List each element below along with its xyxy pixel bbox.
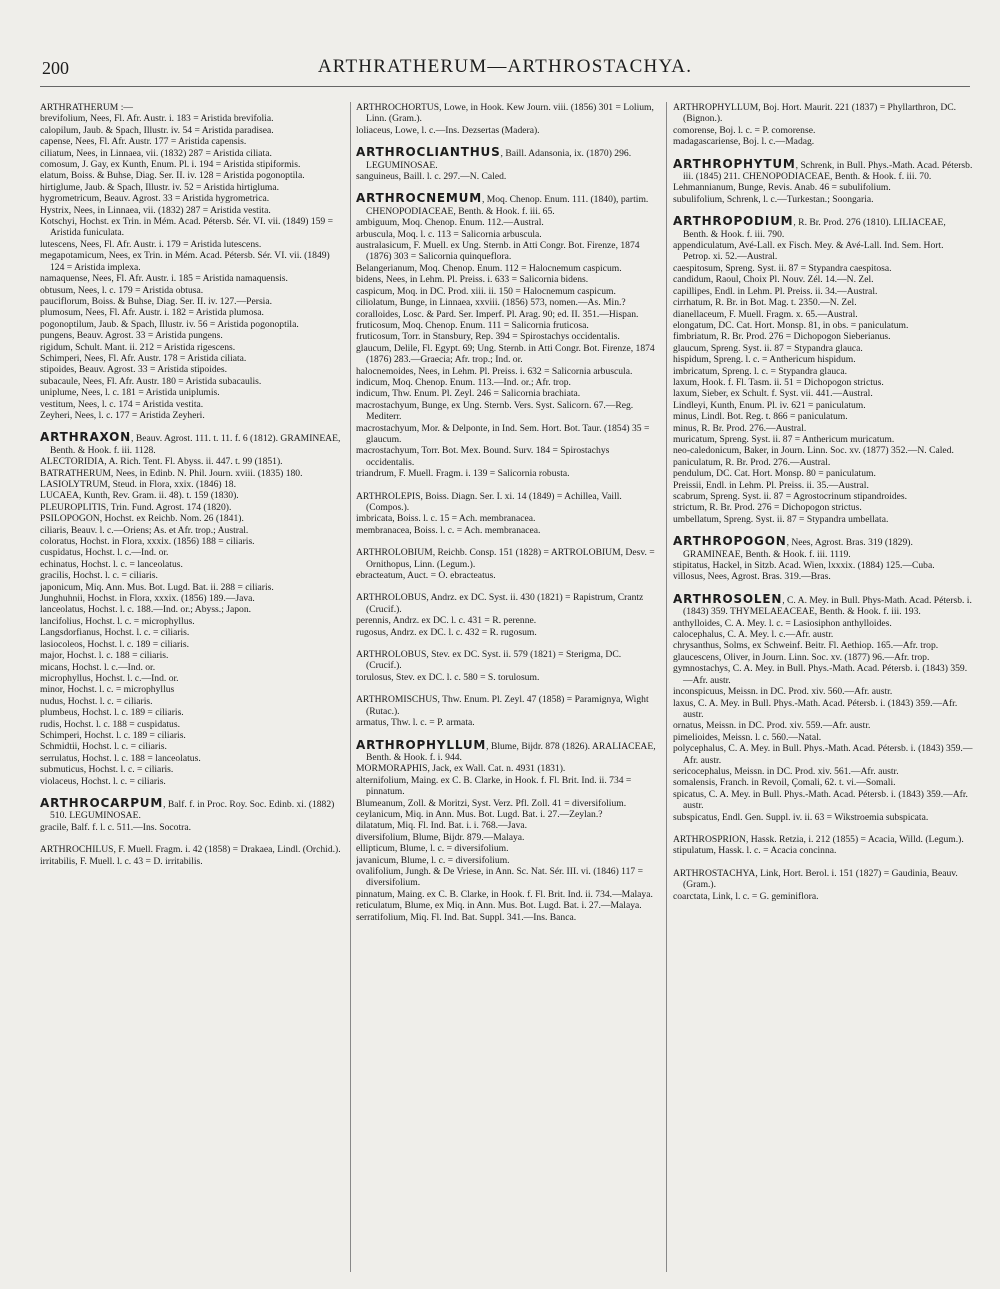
genus-entry — [356, 547, 659, 581]
entry-line: lutescens, Nees, Fl. Afr. Austr. i. 179 = Aristida lutescens. — [40, 238, 262, 250]
genus-entry — [673, 834, 973, 857]
entry-line: ARTHROPHYLLUM, Boj. Hort. Maurit. 221 (1837) = Phyllarthron, DC. (Bignon.). — [673, 102, 957, 125]
entry-line: alternifolium, Maing. ex C. B. Clarke, in Hook. f. Fl. Brit. Ind. ii. 734 = pinnatum. — [356, 774, 632, 798]
entry-line: ARTHROLEPIS, Boiss. Diagn. Ser. I. xi. 14 (1849) = Achillea, Vaill. (Compos.). — [356, 490, 622, 513]
column-1 — [40, 102, 343, 1282]
genus-entry — [356, 193, 659, 479]
entry-line: arbuscula, Moq. l. c. 113 = Salicornia arbuscula. — [356, 228, 542, 240]
entry-line: ARTHROSTACHYA, Link, Hort. Berol. i. 151 (1827) = Gaudinia, Beauv. (Gram.). — [673, 867, 958, 891]
entry-line — [40, 432, 343, 456]
entry-line: coarctata, Link, l. c. = G. geminiflora. — [673, 890, 819, 902]
entry-line: armatus, Thw. l. c. = P. armata. — [356, 717, 475, 729]
entry-line: spicatus, C. A. Mey. in Bull. Phys.-Math. Acad. Pétersb. i. (1843) 359.—Afr. austr. — [673, 788, 968, 812]
entry-line: madagascariense, Boj. l. c.—Madag. — [673, 136, 815, 148]
entry-line: japonicum, Miq. Ann. Mus. Bot. Lugd. Bat. ii. 288 = ciliaris. — [40, 581, 274, 593]
entry-line: ebracteatum, Auct. = O. ebracteatus. — [356, 570, 496, 582]
entry-line: PSILOPOGON, Hochst. ex Reichb. Nom. 26 (1841). — [40, 513, 244, 525]
genus-entry — [356, 694, 659, 728]
entry-text: , Nees, Agrost. Bras. 319 (1829). GRAMINEAE, Benth. & Hook. f. iii. 1119. — [683, 537, 913, 560]
column-divider — [350, 102, 351, 1272]
entry-line: laxus, C. A. Mey. in Bull. Phys.-Math. Acad. Pétersb. i. (1843) 359.—Afr. austr. — [673, 697, 958, 720]
entry-line: dilatatum, Miq. Fl. Ind. Bat. i. i. 768.—Java. — [356, 820, 528, 832]
genus-entry — [673, 156, 973, 206]
entry-line: dianellaceum, F. Muell. Fragm. x. 65.—Austral. — [673, 308, 858, 320]
entry-line: elongatum, DC. Cat. Hort. Monsp. 81, in obs. = paniculatum. — [673, 319, 909, 331]
entry-line: gracilis, Hochst. l. c. = ciliaris. — [40, 570, 158, 582]
column-2 — [356, 102, 659, 1282]
entry-text: , Blume, Bijdr. 878 (1826). ARALIACEAE, Benth. & Hook. f. i. 944. — [366, 740, 656, 763]
entry-line: indicum, Thw. Enum. Pl. Zeyl. 246 = Salicornia brachiata. — [356, 388, 581, 400]
entry-line: uniplume, Nees, l. c. 181 = Aristida uniplumis. — [40, 387, 220, 399]
entry-line: ovalifolium, Jungh. & De Vriese, in Ann. Sc. Nat. Sér. III. vi. (1846) 117 = diversifolium. — [356, 865, 644, 889]
entry-line: PLEUROPLITIS, Trin. Fund. Agrost. 174 (1820). — [40, 501, 232, 513]
entry-line: cuspidatus, Hochst. l. c.—Ind. or. — [40, 547, 169, 559]
entry-line: Blumeanum, Zoll. & Moritzi, Syst. Verz. Pfl. Zoll. 41 = diversifolium. — [356, 797, 627, 809]
entry-line: glaucescens, Oliver, in Journ. Linn. Soc. xv. (1877) 96.—Afr. trop. — [673, 651, 930, 663]
entry-line: torulosus, Stev. ex DC. l. c. 580 = S. torulosum. — [356, 671, 540, 683]
entry-line: calopilum, Jaub. & Spach, Illustr. iv. 54 = Aristida paradisea. — [40, 124, 274, 136]
entry-line: appendiculatum, Avé-Lall. ex Fisch. Mey. & Avé-Lall. Ind. Sem. Hort. Petrop. xi. 52.—Austral. — [673, 240, 944, 263]
genus-heading: ARTHROCNEMUM — [356, 191, 482, 206]
entry-line: sericocephalus, Meissn. in DC. Prod. xiv. 561.—Afr. austr. — [673, 765, 899, 777]
entry-line: perennis, Andrz. ex DC. l. c. 431 = R. perenne. — [356, 615, 537, 627]
entry-line: capense, Nees, Fl. Afr. Austr. 177 = Aristida capensis. — [40, 136, 247, 148]
entry-line: ornatus, Meissn. in DC. Prod. xiv. 559.—Afr. austr. — [673, 720, 871, 732]
entry-line: subulifolium, Schrenk, l. c.—Turkestan.; Soongaria. — [673, 193, 874, 205]
genus-entry — [356, 102, 659, 136]
entry-line: ARTHROCHILUS, F. Muell. Fragm. i. 42 (1858) = Drakaea, Lindl. (Orchid.). — [40, 844, 341, 856]
entry-line: hispidum, Spreng. l. c. = Anthericum hispidum. — [673, 354, 856, 366]
entry-line: subacaule, Nees, Fl. Afr. Austr. 180 = Aristida subacaulis. — [40, 375, 262, 387]
genus-entry — [40, 844, 343, 867]
entry-line: Preissii, Endl. in Lehm. Pl. Preiss. ii. 35.—Austral. — [673, 479, 869, 491]
entry-line: ARTHROCHORTUS, Lowe, in Hook. Kew Journ. viii. (1856) 301 = Lolium, Linn. (Gram.). — [356, 102, 654, 125]
entry-line: Hystrix, Nees, in Linnaea, vii. (1832) 287 = Aristida vestita. — [40, 204, 271, 216]
entry-line: gymnostachys, C. A. Mey. in Bull. Phys.-Math. Acad. Pétersb. i. (1843) 359.—Afr. austr. — [673, 663, 968, 686]
entry-line: ceylanicum, Miq. in Ann. Mus. Bot. Lugd. Bat. i. 27.—Zeylan.? — [356, 808, 603, 820]
entry-line: glaucum, Delile, Fl. Egypt. 69; Ung. Sternb. in Atti Congr. Bot. Firenze, 1874 (1876) 283.—Graecia; Afr. trop.; Ind. or. — [356, 342, 655, 366]
entry-line: lanceolatus, Hochst. l. c. 188.—Ind. or.; Abyss.; Japon. — [40, 604, 252, 616]
entry-line: caespitosum, Spreng. Syst. ii. 87 = Stypandra caespitosa. — [673, 262, 892, 274]
entry-line — [673, 536, 973, 560]
genus-heading: ARTHROCLIANTHUS — [356, 145, 501, 160]
entry-line: stipulatum, Hassk. l. c. = Acacia concinna. — [673, 845, 837, 857]
entry-line: plumbeus, Hochst. l. c. 189 = ciliaris. — [40, 707, 184, 719]
entry-line: pauciflorum, Boiss. & Buhse, Diag. Ser. II. iv. 127.—Persia. — [40, 295, 273, 307]
column-3 — [673, 102, 973, 1282]
entry-line: submuticus, Hochst. l. c. = ciliaris. — [40, 764, 174, 776]
entry-line: cirrhatum, R. Br. in Bot. Mag. t. 2350.—N. Zel. — [673, 297, 857, 309]
entry-line: diversifolium, Blume, Bijdr. 879.—Malaya. — [356, 831, 525, 843]
entry-line: serrulatus, Hochst. l. c. 188 = lanceolatus. — [40, 752, 201, 764]
entry-line: hirtiglume, Jaub. & Spach, Illustr. iv. 52 = Aristida hirtigluma. — [40, 181, 280, 193]
entry-line: calocephalus, C. A. Mey. l. c.—Afr. austr. — [673, 629, 834, 641]
entry-line: sanguineus, Baill. l. c. 297.—N. Caled. — [356, 171, 507, 183]
entry-text: , C. A. Mey. in Bull. Phys-Math. Acad. Pétersb. i. (1843) 359. THYMELAEACEAE, Benth. & Hook. f. iii. 193. — [683, 594, 972, 618]
genus-entry — [356, 592, 659, 638]
entry-line: pungens, Beauv. Agrost. 33 = Aristida pungens. — [40, 330, 223, 342]
entry-line: Belangerianum, Moq. Chenop. Enum. 112 = Halocnemum caspicum. — [356, 262, 622, 274]
entry-line: ARTHROLOBUS, Andrz. ex DC. Syst. ii. 430 (1821) = Rapistrum, Crantz (Crucif.). — [356, 592, 644, 615]
entry-line: serratifolium, Miq. Fl. Ind. Bat. Suppl. 341.—Ins. Banca. — [356, 911, 577, 923]
entry-line: ellipticum, Blume, l. c. = diversifolium. — [356, 843, 509, 855]
entry-line: irritabilis, F. Muell. l. c. 43 = D. irritabilis. — [40, 855, 203, 867]
entry-line: comorense, Boj. l. c. = P. comorense. — [673, 124, 816, 136]
entry-line: umbellatum, Spreng. Syst. ii. 87 = Stypandra umbellata. — [673, 513, 889, 525]
entry-line: minus, Lindl. Bot. Reg. t. 866 = paniculatum. — [673, 411, 848, 423]
entry-line: BATRATHERUM, Nees, in Edinb. N. Phil. Journ. xviii. (1835) 180. — [40, 467, 303, 479]
entry-line: reticulatum, Blume, ex Miq. in Ann. Mus. Bot. Lugd. Bat. i. 27.—Malaya. — [356, 900, 642, 912]
genus-heading: ARTHROSOLEN — [673, 591, 783, 606]
entry-line: polycephalus, C. A. Mey. in Bull. Phys.-Math. Acad. Pétersb. i. (1843) 359.—Afr. austr. — [673, 743, 973, 766]
entry-line: major, Hochst. l. c. 188 = ciliaris. — [40, 650, 169, 662]
entry-line: rudis, Hochst. l. c. 188 = cuspidatus. — [40, 718, 180, 730]
entry-line: pogonoptilum, Jaub. & Spach, Illustr. iv. 56 = Aristida pogonoptila. — [40, 318, 299, 330]
entry-line: halocnemoides, Nees, in Lehm. Pl. Preiss. i. 632 = Salicornia arbuscula. — [356, 365, 633, 377]
genus-entry — [356, 147, 659, 182]
entry-line: lasiocoleos, Hochst. l. c. 189 = ciliaris. — [40, 638, 190, 650]
entry-line: Kotschyi, Hochst. ex Trin. in Mém. Acad. Pétersb. Sér. VI. vii. (1849) 159 = Aristida funiculata. — [40, 216, 334, 239]
genus-entry — [356, 649, 659, 683]
genus-entry — [356, 491, 659, 537]
genus-entry — [40, 795, 343, 833]
entry-line: candidum, Raoul, Choix Pl. Nouv. Zél. 14.—N. Zel. — [673, 274, 874, 286]
entry-line — [356, 147, 659, 171]
page-number: 200 — [42, 58, 69, 78]
entry-text: , Schrenk, in Bull. Phys.-Math. Acad. Pétersb. iii. (1845) 211. CHENOPODIACEAE, Benth. & Hook. f. iii. 70. — [683, 159, 973, 183]
entry-line: rugosus, Andrz. ex DC. l. c. 432 = R. rugosum. — [356, 626, 537, 638]
entry-line: fruticosum, Moq. Chenop. Enum. 111 = Salicornia fruticosa. — [356, 319, 589, 331]
entry-line: macrostachyum, Torr. Bot. Mex. Bound. Surv. 184 = Spirostachys occidentalis. — [356, 445, 610, 468]
entry-line: laxum, Hook. f. Fl. Tasm. ii. 51 = Dichopogon strictus. — [673, 376, 884, 388]
entry-line: ciliatum, Nees, in Linnaea, vii. (1832) 287 = Aristida ciliata. — [40, 147, 272, 159]
entry-line: ARTHRATHERUM :— — [40, 102, 133, 113]
entry-line: fruticosum, Torr. in Stansbury, Rep. 394 = Spirostachys occidentalis. — [356, 331, 620, 343]
entry-line: australasicum, F. Muell. ex Ung. Sternb. in Atti Congr. Bot. Firenze, 1874 (1876) 303 = Salicornia quinqueflora. — [356, 240, 640, 263]
entry-line — [673, 216, 973, 240]
entry-line: villosus, Nees, Agrost. Bras. 319.—Bras. — [673, 571, 831, 583]
entry-line: ciliolatum, Bunge, in Linnaea, xxviii. (1856) 573, nomen.—As. Min.? — [356, 297, 626, 309]
entry-line: Schimperi, Hochst. l. c. 189 = ciliaris. — [40, 729, 186, 741]
entry-line: inconspicuus, Meissn. in DC. Prod. xiv. 560.—Afr. austr. — [673, 686, 893, 698]
entry-line: microphyllus, Hochst. l. c.—Ind. or. — [40, 672, 179, 684]
entry-line: Junghuhnii, Hochst. in Flora, xxxix. (1856) 189.—Java. — [40, 593, 255, 605]
entry-line: fimbriatum, R. Br. Prod. 276 = Dichopogon Sieberianus. — [673, 331, 891, 343]
genus-heading: ARTHRAXON — [40, 430, 132, 445]
entry-line: LUCAEA, Kunth, Rev. Gram. ii. 48). t. 159 (1830). — [40, 490, 239, 502]
genus-heading: ARTHROPOGON — [673, 534, 787, 549]
entry-text: , Moq. Chenop. Enum. 111. (1840), partim. CHENOPODIACEAE, Benth. & Hook. f. iii. 65. — [366, 194, 649, 217]
entry-line: ALECTORIDIA, A. Rich. Tent. Fl. Abyss. ii. 447. t. 99 (1851). — [40, 456, 283, 468]
entry-line: Langsdorfianus, Hochst. l. c. = ciliaris. — [40, 627, 190, 639]
entry-line: comosum, J. Gay, ex Kunth, Enum. Pl. i. 194 = Aristida stipiformis. — [40, 159, 301, 171]
genus-heading: ARTHROPODIUM — [673, 214, 794, 229]
entry-text: , Baill. Adansonia, ix. (1870) 296. LEGUMINOSAE. — [366, 148, 632, 171]
entry-line: anthylloides, C. A. Mey. l. c. = Lasiosiphon anthylloides. — [673, 617, 892, 629]
entry-line: coloratus, Hochst. in Flora, xxxix. (1856) 188 = ciliaris. — [40, 536, 255, 548]
running-title: ARTHRATHERUM—ARTHROSTACHYA. — [317, 56, 693, 77]
entry-line — [40, 795, 343, 822]
entry-line: subspicatus, Endl. Gen. Suppl. iv. ii. 63 = Wikstroemia subspicata. — [673, 811, 929, 823]
entry-line: gracile, Balf. f. l. c. 511.—Ins. Socotra. — [40, 821, 191, 833]
entry-line: ARTHROLOBIUM, Reichb. Consp. 151 (1828) = ARTROLOBIUM, Desv. = Ornithopus, Linn. (Legum.). — [356, 547, 655, 570]
entry-line: vestitum, Nees, l. c. 174 = Aristida vestita. — [40, 398, 204, 410]
entry-line: laxum, Sieber, ex Schult. f. Syst. vii. 441.—Austral. — [673, 388, 873, 400]
entry-line: loliaceus, Lowe, l. c.—Ins. Dezsertas (Madera). — [356, 124, 540, 136]
entry-line: violaceus, Hochst. l. c. = ciliaris. — [40, 775, 166, 787]
genus-entry — [40, 102, 343, 421]
entry-line — [356, 737, 659, 764]
entry-line: micans, Hochst. l. c.—Ind. or. — [40, 661, 156, 673]
column-divider — [666, 102, 667, 1272]
entry-line: plumosum, Nees, Fl. Afr. Austr. i. 182 = Aristida plumosa. — [40, 307, 264, 319]
genus-entry — [673, 591, 973, 823]
entry-line: somalensis, Franch. in Revoil, Çomali, 62. t. vi.—Somali. — [673, 777, 896, 789]
entry-line: macrostachyum, Bunge, ex Ung. Sternb. Vers. Syst. Salicorn. 67.—Reg. Mediterr. — [356, 399, 634, 423]
entry-line: Lehmannianum, Bunge, Revis. Anab. 46 = subulifolium. — [673, 182, 891, 194]
entry-text: , R. Br. Prod. 276 (1810). LILIACEAE, Benth. & Hook. f. iii. 790. — [683, 217, 946, 240]
entry-line: namaquense, Nees, Fl. Afr. Austr. i. 185 = Aristida namaquensis. — [40, 273, 288, 285]
entry-line: scabrum, Spreng. Syst. ii. 87 = Agrostocrinum stipandroides. — [673, 491, 908, 502]
entry-line: glaucum, Spreng. Syst. ii. 87 = Stypandra glauca. — [673, 342, 863, 354]
entry-line: ARTHROSPRION, Hassk. Retzia, i. 212 (1855) = Acacia, Willd. (Legum.). — [673, 833, 964, 845]
genus-entry — [40, 432, 343, 787]
genus-heading: ARTHROCARPUM — [40, 795, 164, 810]
entry-line: coralloides, Losc. & Pard. Ser. Imperf. Pl. Arag. 90; ed. II. 351.—Hispan. — [356, 308, 639, 320]
entry-line: javanicum, Blume, l. c. = diversifolium. — [356, 854, 510, 866]
entry-line: stipitatus, Hackel, in Sitzb. Acad. Wien, lxxxix. (1884) 125.—Cuba. — [673, 560, 935, 572]
entry-line: ARTHROMISCHUS, Thw. Enum. Pl. Zeyl. 47 (1858) = Paramignya, Wight (Rutac.). — [356, 694, 649, 717]
genus-entry — [673, 102, 973, 148]
entry-line: muricatum, Spreng. Syst. ii. 87 = Anthericum muricatum. — [673, 433, 895, 445]
entry-text: , Beauv. Agrost. 111. t. 11. f. 6 (1812). GRAMINEAE, Benth. & Hook. f. iii. 1128. — [50, 433, 341, 456]
entry-line: elatum, Boiss. & Buhse, Diag. Ser. II. iv. 128 = Aristida pogonoptila. — [40, 170, 305, 182]
entry-line: rigidum, Schult. Mant. ii. 212 = Aristida rigescens. — [40, 341, 236, 353]
genus-entry — [673, 536, 973, 583]
entry-line: pinnatum, Maing. ex C. B. Clarke, in Hook. f. Fl. Brit. Ind. ii. 734.—Malaya. — [356, 888, 653, 900]
entry-line — [673, 591, 973, 618]
entry-line: macrostachyum, Mor. & Delponte, in Ind. Sem. Hort. Bot. Taur. (1854) 35 = glaucum. — [356, 422, 650, 445]
entry-line: membranacea, Boiss. l. c. = Ach. membranacea. — [356, 524, 541, 536]
genus-heading: ARTHROPHYTUM — [673, 156, 796, 171]
entry-line: lancifolius, Hochst. l. c. = microphyllus. — [40, 615, 195, 627]
entry-line — [356, 193, 659, 217]
entry-line: minus, R. Br. Prod. 276.—Austral. — [673, 422, 807, 434]
entry-line: capillipes, Endl. in Lehm. Pl. Preiss. ii. 34.—Austral. — [673, 285, 878, 297]
entry-line: obtusum, Nees, l. c. 179 = Aristida obtusa. — [40, 284, 204, 296]
page-header — [40, 56, 970, 87]
entry-line: hygrometricum, Beauv. Agrost. 33 = Aristida hygrometrica. — [40, 193, 270, 205]
entry-line: pendulum, DC. Cat. Hort. Monsp. 80 = paniculatum. — [673, 468, 876, 480]
entry-line: nudus, Hochst. l. c. = ciliaris. — [40, 695, 153, 707]
entry-line: caspicum, Moq. in DC. Prod. xiii. ii. 150 = Halocnemum caspicum. — [356, 285, 616, 297]
genus-entry — [673, 868, 973, 902]
entry-line: brevifolium, Nees, Fl. Afr. Austr. i. 183 = Aristida brevifolia. — [40, 113, 274, 125]
genus-entry — [673, 216, 973, 525]
entry-line: pimelioides, Meissn. l. c. 560.—Natal. — [673, 731, 822, 743]
entry-line: LASIOLYTRUM, Steud. in Flora, xxix. (1846) 18. — [40, 479, 236, 490]
entry-line: ciliaris, Beauv. l. c.—Oriens; As. et Afr. trop.; Austral. — [40, 524, 249, 536]
entry-line: imbricata, Boiss. l. c. 15 = Ach. membranacea. — [356, 513, 536, 525]
entry-line: paniculatum, R. Br. Prod. 276.—Austral. — [673, 456, 831, 468]
genus-entry — [356, 737, 659, 924]
entry-line: strictum, R. Br. Prod. 276 = Dichopogon strictus. — [673, 502, 862, 514]
entry-line: bidens, Nees, in Lehm. Pl. Preiss. i. 633 = Salicornia bidens. — [356, 274, 589, 286]
entry-line: ARTHROLOBUS, Stev. ex DC. Syst. ii. 579 (1821) = Sterigma, DC. (Crucif.). — [356, 649, 622, 672]
entry-line: Zeyheri, Nees, l. c. 177 = Aristida Zeyheri. — [40, 409, 205, 421]
entry-line: Schmidtii, Hochst. l. c. = ciliaris. — [40, 741, 167, 753]
entry-line: indicum, Moq. Chenop. Enum. 113.—Ind. or.; Afr. trop. — [356, 376, 571, 388]
entry-line: minor, Hochst. l. c. = microphyllus — [40, 684, 175, 696]
entry-line: MORMORAPHIS, Jack, ex Wall. Cat. n. 4931 (1831). — [356, 763, 566, 775]
entry-line: chrysanthus, Solms, ex Schweinf. Beitr. Fl. Aethiop. 165.—Afr. trop. — [673, 640, 939, 652]
entry-line: imbricatum, Spreng. l. c. = Stypandra glauca. — [673, 365, 848, 377]
entry-line: Lindleyi, Kunth, Enum. Pl. iv. 621 = paniculatum. — [673, 399, 866, 411]
entry-line: triandrum, F. Muell. Fragm. i. 139 = Salicornia robusta. — [356, 468, 570, 480]
entry-line: neo-caledonicum, Baker, in Journ. Linn. Soc. xv. (1877) 352.—N. Caled. — [673, 445, 954, 457]
entry-line — [673, 156, 973, 183]
entry-line: echinatus, Hochst. l. c. = lanceolatus. — [40, 558, 183, 570]
entry-line: Schimperi, Nees, Fl. Afr. Austr. 178 = Aristida ciliata. — [40, 352, 247, 364]
entry-line: stipoides, Beauv. Agrost. 33 = Aristida stipoides. — [40, 364, 228, 376]
entry-line: ambiguum, Moq. Chenop. Enum. 112.—Austral. — [356, 217, 544, 229]
entry-text: , Balf. f. in Proc. Roy. Soc. Edinb. xi. (1882) 510. LEGUMINOSAE. — [50, 798, 335, 822]
genus-heading: ARTHROPHYLLUM — [356, 737, 487, 752]
entry-line: megapotamicum, Nees, ex Trin. in Mém. Acad. Pétersb. Sér. VI. vii. (1849) 124 = Aristida implexa. — [40, 250, 330, 273]
